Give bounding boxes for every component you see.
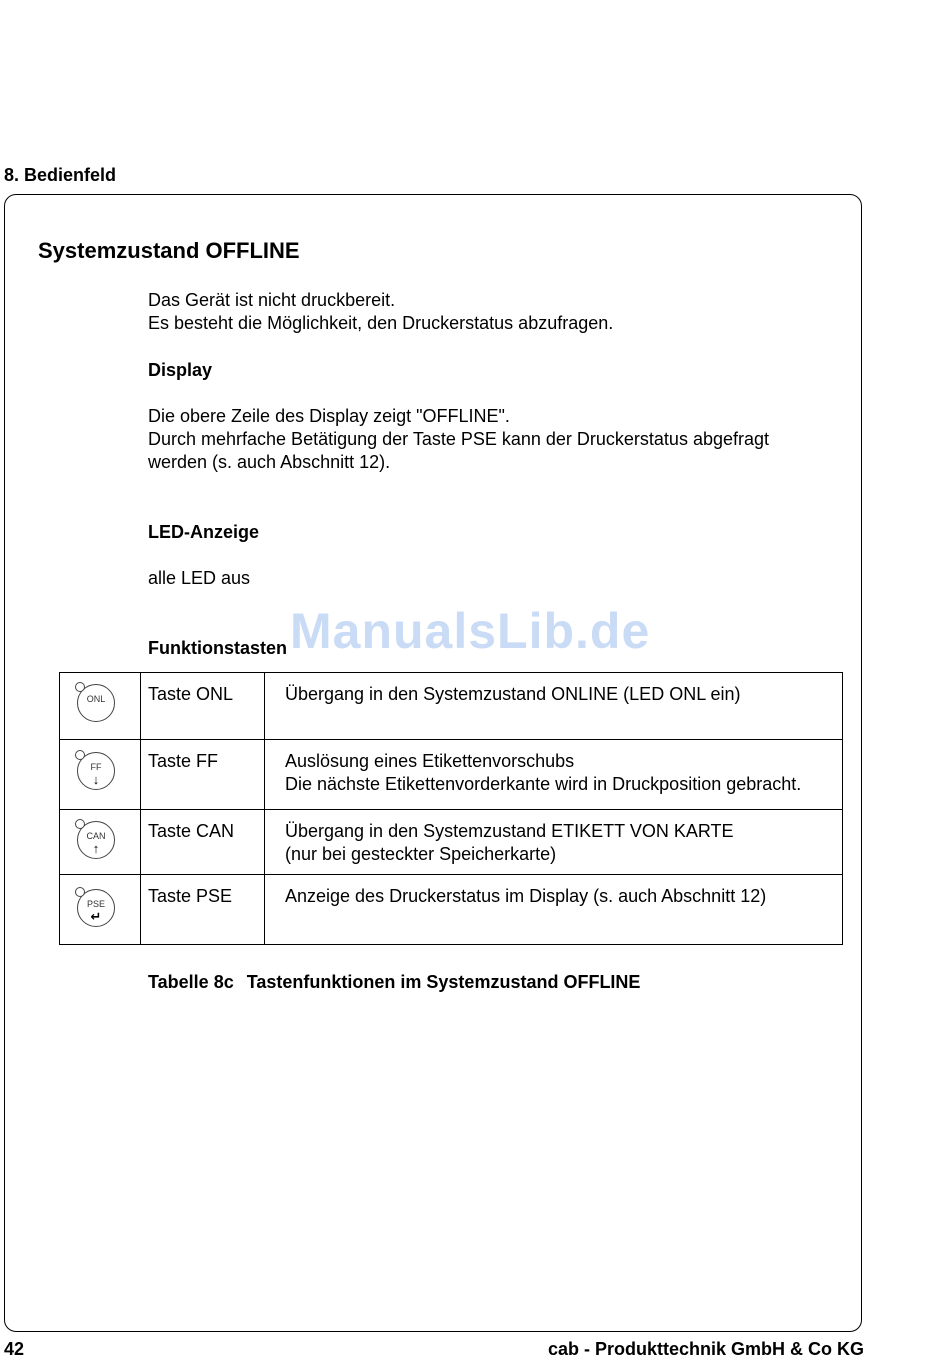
display-line-1: Die obere Zeile des Display zeigt "OFFLINE". <box>148 406 510 426</box>
key-icon-label: ONL <box>86 694 106 704</box>
ff-key-icon <box>77 752 115 790</box>
arrow-down-icon: ↓ <box>92 772 100 787</box>
watermark: ManualsLib.de <box>290 603 651 659</box>
display-line-2: Durch mehrfache Betätigung der Taste PSE kann der Druckerstatus abgefragt <box>148 429 770 449</box>
display-line-3: werden (s. auch Abschnitt 12). <box>148 452 391 472</box>
led-indicator-icon <box>75 819 85 829</box>
key-description-line-2: (nur bei gesteckter Speicherkarte) <box>285 844 557 864</box>
table-row <box>60 673 843 740</box>
key-icon-label: CAN <box>86 831 106 841</box>
key-description-line-1: Auslösung eines Etikettenvorschubs <box>285 751 575 771</box>
led-text: alle LED aus <box>148 568 251 588</box>
icon-cell <box>60 740 141 810</box>
arrow-up-icon: ↑ <box>92 841 100 856</box>
table-row <box>60 810 843 875</box>
led-indicator-icon <box>75 682 85 692</box>
icon-cell <box>60 810 141 875</box>
page-title: Systemzustand OFFLINE <box>38 238 300 263</box>
key-description <box>265 875 843 945</box>
icon-cell <box>60 673 141 740</box>
led-indicator-icon <box>75 750 85 760</box>
display-heading: Display <box>148 360 213 380</box>
led-heading: LED-Anzeige <box>148 522 260 542</box>
key-function-table <box>59 672 843 945</box>
key-description <box>265 740 843 810</box>
can-key-icon <box>77 821 115 859</box>
table-caption-text: Tastenfunktionen im Systemzustand OFFLINE <box>246 972 641 992</box>
display-text <box>148 405 769 474</box>
section-header: 8. Bedienfeld <box>4 165 117 185</box>
intro-text <box>148 289 613 335</box>
key-description <box>265 673 843 740</box>
table-row <box>60 740 843 810</box>
icon-cell <box>60 875 141 945</box>
table-row <box>60 875 843 945</box>
key-name: Taste FF <box>141 740 265 810</box>
key-description-line-1: Übergang in den Systemzustand ONLINE (LED ONL ein) <box>285 684 741 704</box>
key-description-line-2: Die nächste Etikettenvorderkante wird in Druckposition gebracht. <box>285 774 802 794</box>
key-description-line-1: Anzeige des Druckerstatus im Display (s. auch Abschnitt 12) <box>285 886 767 906</box>
enter-arrow-icon: ↵ <box>90 909 102 924</box>
key-name: Taste PSE <box>141 875 265 945</box>
pse-key-icon <box>77 889 115 927</box>
intro-line-1: Das Gerät ist nicht druckbereit. <box>148 290 396 310</box>
onl-key-icon <box>77 684 115 722</box>
footer-company: cab - Produkttechnik GmbH & Co KG <box>547 1339 864 1359</box>
key-description-line-1: Übergang in den Systemzustand ETIKETT VON KARTE <box>285 821 734 841</box>
led-indicator-icon <box>75 887 85 897</box>
key-icon-label: FF <box>90 762 102 772</box>
intro-line-2: Es besteht die Möglichkeit, den Druckerstatus abzufragen. <box>148 313 614 333</box>
key-name: Taste ONL <box>141 673 265 740</box>
key-name: Taste CAN <box>141 810 265 875</box>
function-keys-heading: Funktionstasten <box>148 638 288 658</box>
table-caption <box>148 972 640 993</box>
key-icon-label: PSE <box>86 899 105 909</box>
table-caption-number: Tabelle 8c <box>148 972 234 992</box>
page-number: 42 <box>4 1339 25 1359</box>
key-description <box>265 810 843 875</box>
